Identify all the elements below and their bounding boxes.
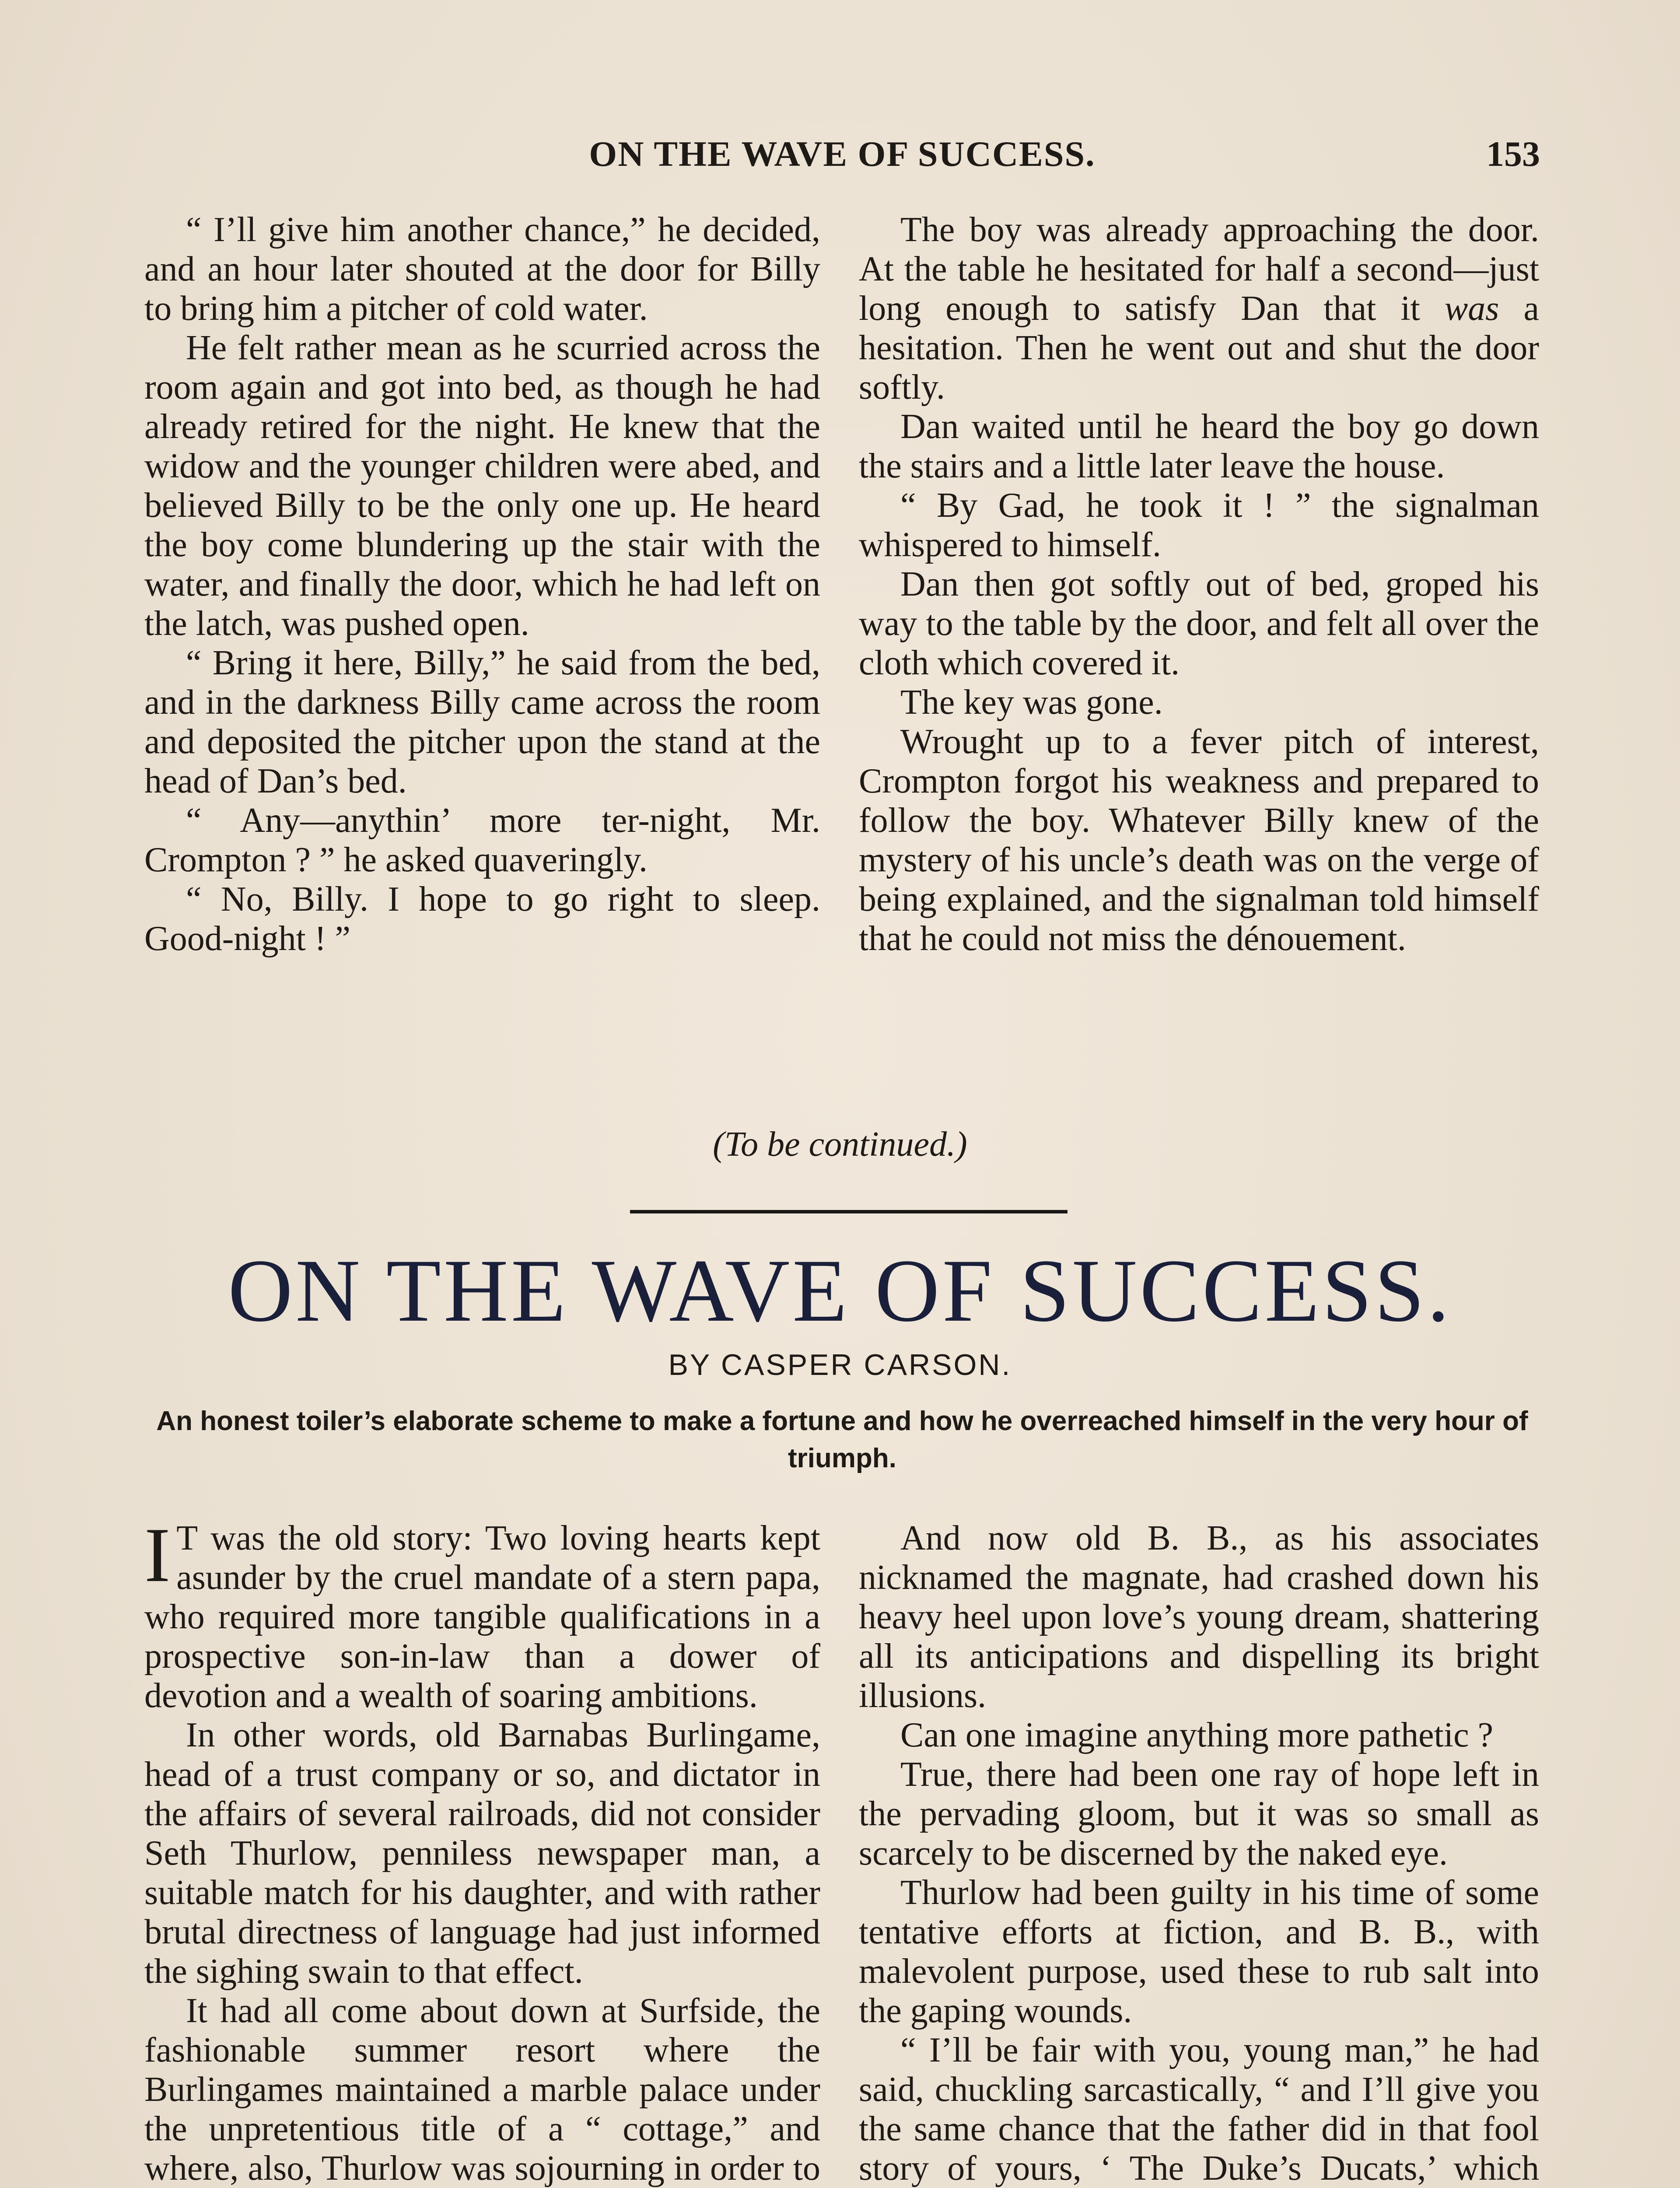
paragraph: Thurlow had been guilty in his time of some tentative efforts at fiction, and B. B., with malevolent purpose, used these to rub salt into the gaping wounds. [859,1873,1539,2030]
paragraph-text: T was the old story: Two loving hearts kept asunder by the cruel mandate of a stern papa, who required more tangible qualifications in a prospective son-in-law than a dower of devotion and a wealth of soaring ambitions. [144,1519,820,1715]
running-title: ON THE WAVE OF SUCCESS. [589,134,1096,174]
paragraph: Can one imagine anything more pathetic ? [900,1716,1494,1754]
paragraph [144,1991,820,2188]
paragraph: The key was gone. [900,683,1163,722]
paragraph: Dan waited until he heard the boy go down the stairs and a little later leave the house. [859,407,1539,485]
to-be-continued: (To be continued.) [713,1125,967,1164]
paragraph-text: It had all come about down at Surfside, the fashionable summer resort where the Burlingames maintained a marble palace under the unpretentious title of a “ cottage,” and where, also, Thurlow was sojourning in order to [144,1992,820,2188]
paragraph: “ Any—anythin’ more ter-night, Mr. Crompton ? ” he asked quaveringly. [144,801,820,879]
paragraph: Wrought up to a fever pitch of interest, Crompton forgot his weakness and prepared to follow the boy. Whatever Billy knew of the mystery of his uncle’s death was on the verge of being explained, and the signalman told himself that he could not miss the dénouement. [859,722,1539,958]
paragraph: In other words, old Barnabas Burlingame, head of a trust company or so, and dictator in the affairs of several railroads, did not consider Seth Thurlow, penniless newspaper man, a suitable match for his daughter, and with rather brutal directness of language had just informed the sighing swain to that effect. [144,1716,820,1991]
paragraph-text: a hesitation. Then he went out and shut the door softly. [859,289,1539,407]
paragraph-text: The boy was already approaching the door. At the table he hesitated for half a second—just long enough to satisfy Dan that it [859,210,1539,328]
story-deck: An honest toiler’s elaborate scheme to make a fortune and how he overreached himself in the very hour of triumph. [156,1406,1528,1473]
prev-story-left-column [144,210,820,958]
drop-cap: I [144,1511,171,1598]
paragraph [859,210,1539,407]
page-number: 153 [1486,134,1540,174]
paragraph: Dan then got softly out of bed, groped his way to the table by the door, and felt all over the cloth which covered it. [859,565,1539,682]
paragraph [144,1511,820,1715]
running-head [144,125,1540,177]
story-left-column [144,1511,820,2188]
story-right-column [859,1518,1539,2188]
paragraph: He felt rather mean as he scurried across the room again and got into bed, as though he had already retired for the night. He knew that the widow and the younger children were abed, and believed Billy to be the only one up. He heard the boy come blundering up the stair with the water, and finally the door, which he had left on the latch, was pushed open. [144,329,820,643]
story-title: ON THE WAVE OF SUCCESS. [228,1241,1452,1340]
paragraph: “ By Gad, he took it ! ” the signalman whispered to himself. [859,486,1539,564]
paragraph: True, there had been one ray of hope left in the pervading gloom, but it was so small as scarcely to be discerned by the naked eye. [859,1755,1539,1872]
emphasis: was [1444,289,1499,328]
paragraph: And now old B. B., as his associates nicknamed the magnate, had crashed down his heavy heel upon love’s young dream, shattering all its anticipations and dispelling its bright illusions. [859,1519,1539,1715]
paragraph: “ I’ll give him another chance,” he decided, and an hour later shouted at the door for Billy to bring him a pitcher of cold water. [144,210,820,328]
section-divider [630,1210,1068,1213]
prev-story-right-column [859,210,1539,958]
paragraph: “ Bring it here, Billy,” he said from the bed, and in the darkness Billy came across the room and deposited the pitcher upon the stand at the head of Dan’s bed. [144,644,820,800]
paragraph: “ I’ll be fair with you, young man,” he had said, chuckling sarcastically, “ and I’ll give you the same chance that the father did in that fool story of yours, ‘ The Duke’s Ducats,’ which [859,2031,1539,2188]
paragraph: “ No, Billy. I hope to go right to sleep. Good-night ! ” [144,880,820,958]
byline: BY CASPER CARSON. [668,1348,1012,1382]
